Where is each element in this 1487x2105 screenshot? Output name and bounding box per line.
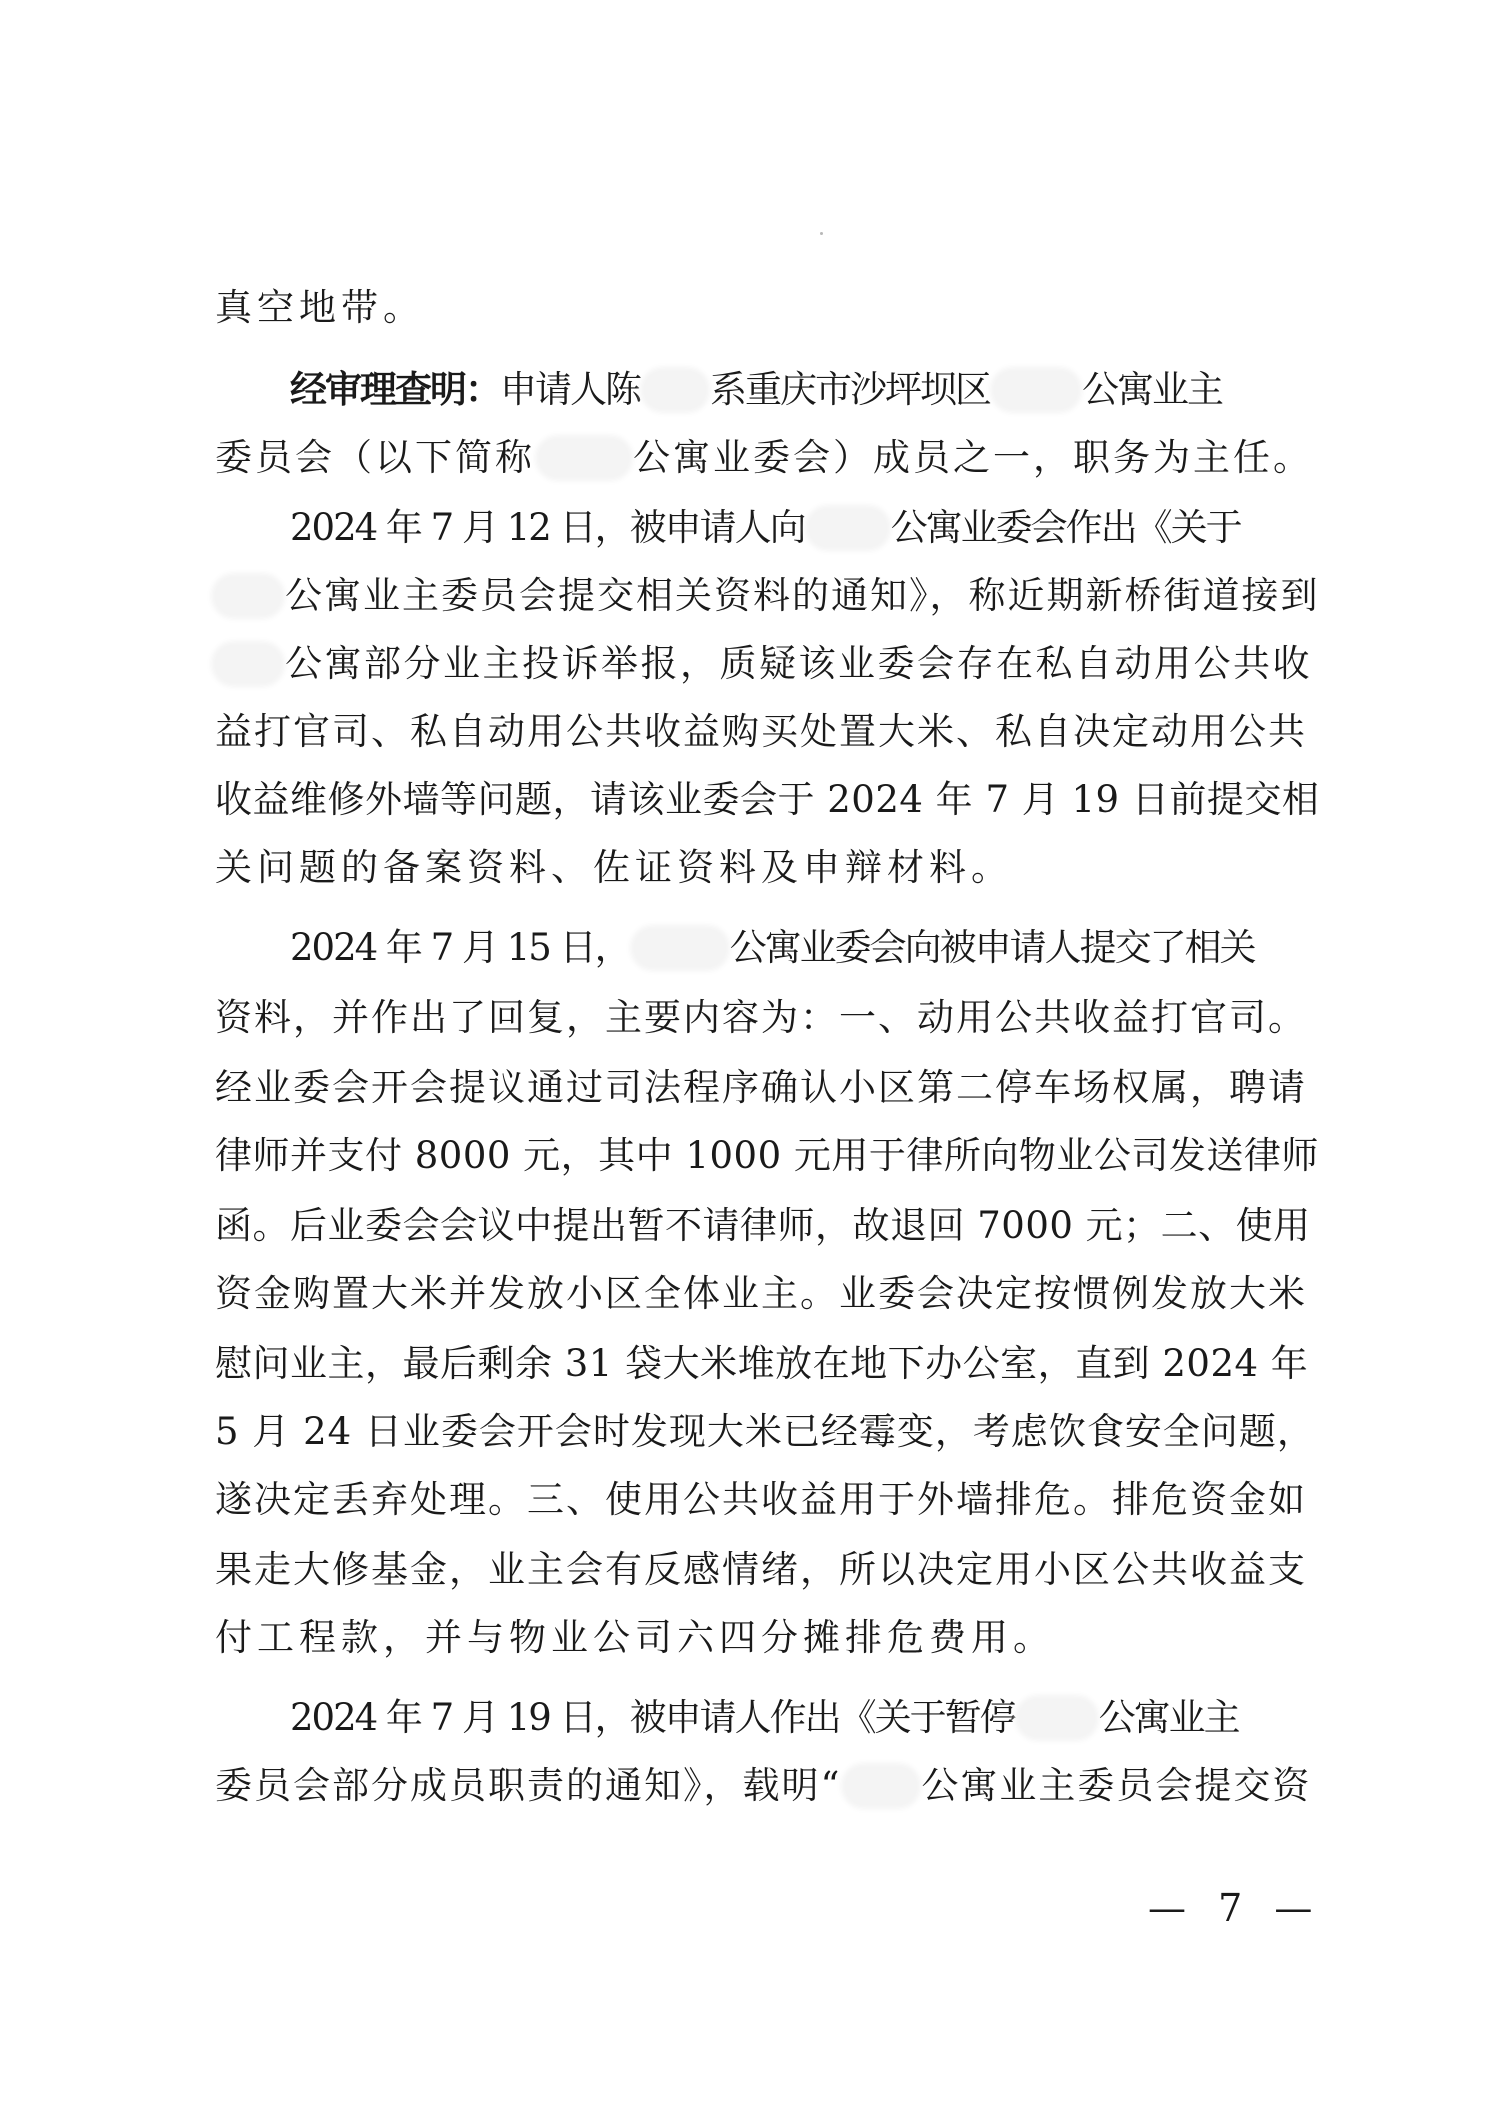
text-line <box>215 280 1315 336</box>
text-line <box>215 568 1320 624</box>
redaction-mark <box>1019 1699 1095 1737</box>
text-span: 公寓部分业主投诉举报，质疑该业委会存在私自动用公共收 <box>285 642 1312 685</box>
redaction-mark <box>215 577 281 615</box>
text-line <box>290 1690 1390 1746</box>
text-line <box>215 1758 1315 1814</box>
text-span: 益打官司、私自动用公共收益购买处置大米、私自决定动用公共 <box>215 710 1307 753</box>
text-line <box>215 430 1315 486</box>
text-line <box>215 1266 1315 1322</box>
text-span: 公寓业主委员会提交相关资料的通知》，称近期新桥街道接到 <box>285 574 1320 617</box>
text-span: 公寓业委会向被申请人提交了相关 <box>729 926 1255 969</box>
text-span: 公寓业主 <box>1098 1696 1239 1739</box>
text-line <box>215 636 1315 692</box>
text-line <box>215 1128 1319 1184</box>
text-line <box>215 1060 1315 1116</box>
text-span: 2024 年 7 月 12 日，被申请人向 <box>290 506 805 549</box>
section-heading: 经审理查明： <box>290 368 500 411</box>
text-span: 系重庆市沙坪坝区 <box>710 368 990 411</box>
text-line <box>215 1198 1315 1254</box>
text-line <box>290 920 1390 976</box>
text-line <box>215 1472 1315 1528</box>
text-line <box>215 1610 1315 1666</box>
redaction-mark <box>994 371 1078 409</box>
redaction-mark <box>634 929 726 967</box>
text-span: 资料，并作出了回复，主要内容为：一、动用公共收益打官司。 <box>215 996 1307 1039</box>
text-line <box>290 362 1390 418</box>
text-line <box>215 1542 1315 1598</box>
text-span: 公寓业委会）成员之一，职务为主任。 <box>633 436 1313 479</box>
text-span: 资金购置大米并发放小区全体业主。业委会决定按惯例发放大米 <box>215 1272 1307 1315</box>
text-line <box>215 772 1320 828</box>
text-line <box>290 500 1390 556</box>
text-line <box>215 704 1315 760</box>
text-span: 函。后业委会会议中提出暂不请律师，故退回 7000 元；二、使用 <box>215 1204 1311 1247</box>
text-span: 委员会（以下简称 <box>215 436 535 479</box>
redaction-mark <box>215 645 281 683</box>
page-number: — 7 — <box>1148 1886 1323 1930</box>
scan-speck <box>820 232 823 235</box>
text-span: 经业委会开会提议通过司法程序确认小区第二停车场权属，聘请 <box>215 1066 1307 1109</box>
text-span: 公寓业主委员会提交资 <box>921 1764 1312 1807</box>
text-span: 委员会部分成员职责的通知》，载明“ <box>215 1764 842 1807</box>
text-line <box>215 990 1315 1046</box>
text-span: 收益维修外墙等问题，请该业委会于 2024 年 7 月 19 日前提交相 <box>215 778 1320 821</box>
text-span: 公寓业主 <box>1082 368 1222 411</box>
text-line <box>215 840 1315 896</box>
text-span: 公寓业委会作出《关于 <box>890 506 1241 549</box>
text-span: 2024 年 7 月 15 日， <box>290 926 630 969</box>
text-line <box>215 1336 1315 1392</box>
redaction-mark <box>809 509 887 547</box>
text-span: 律师并支付 8000 元，其中 1000 元用于律所向物业公司发送律师 <box>215 1134 1319 1177</box>
redaction-mark <box>539 439 629 477</box>
redaction-mark <box>644 371 706 409</box>
text-line <box>215 1404 1315 1460</box>
redaction-mark <box>845 1767 917 1805</box>
text-span: 真空地带。 <box>215 286 425 329</box>
text-span: 遂决定丢弃处理。三、使用公共收益用于外墙排危。排危资金如 <box>215 1478 1307 1521</box>
text-span: 关问题的备案资料、佐证资料及申辩材料。 <box>215 846 1013 889</box>
text-span: 慰问业主，最后剩余 31 袋大米堆放在地下办公室，直到 2024 年 <box>215 1342 1309 1385</box>
text-span: 2024 年 7 月 19 日，被申请人作出《关于暂停 <box>290 1696 1015 1739</box>
text-span: 付工程款，并与物业公司六四分摊排危费用。 <box>215 1616 1055 1659</box>
text-span: 5 月 24 日业委会开会时发现大米已经霉变，考虑饮食安全问题， <box>215 1410 1315 1453</box>
text-span: 申请人陈 <box>500 368 640 411</box>
text-span: 果走大修基金，业主会有反感情绪，所以决定用小区公共收益支 <box>215 1548 1307 1591</box>
